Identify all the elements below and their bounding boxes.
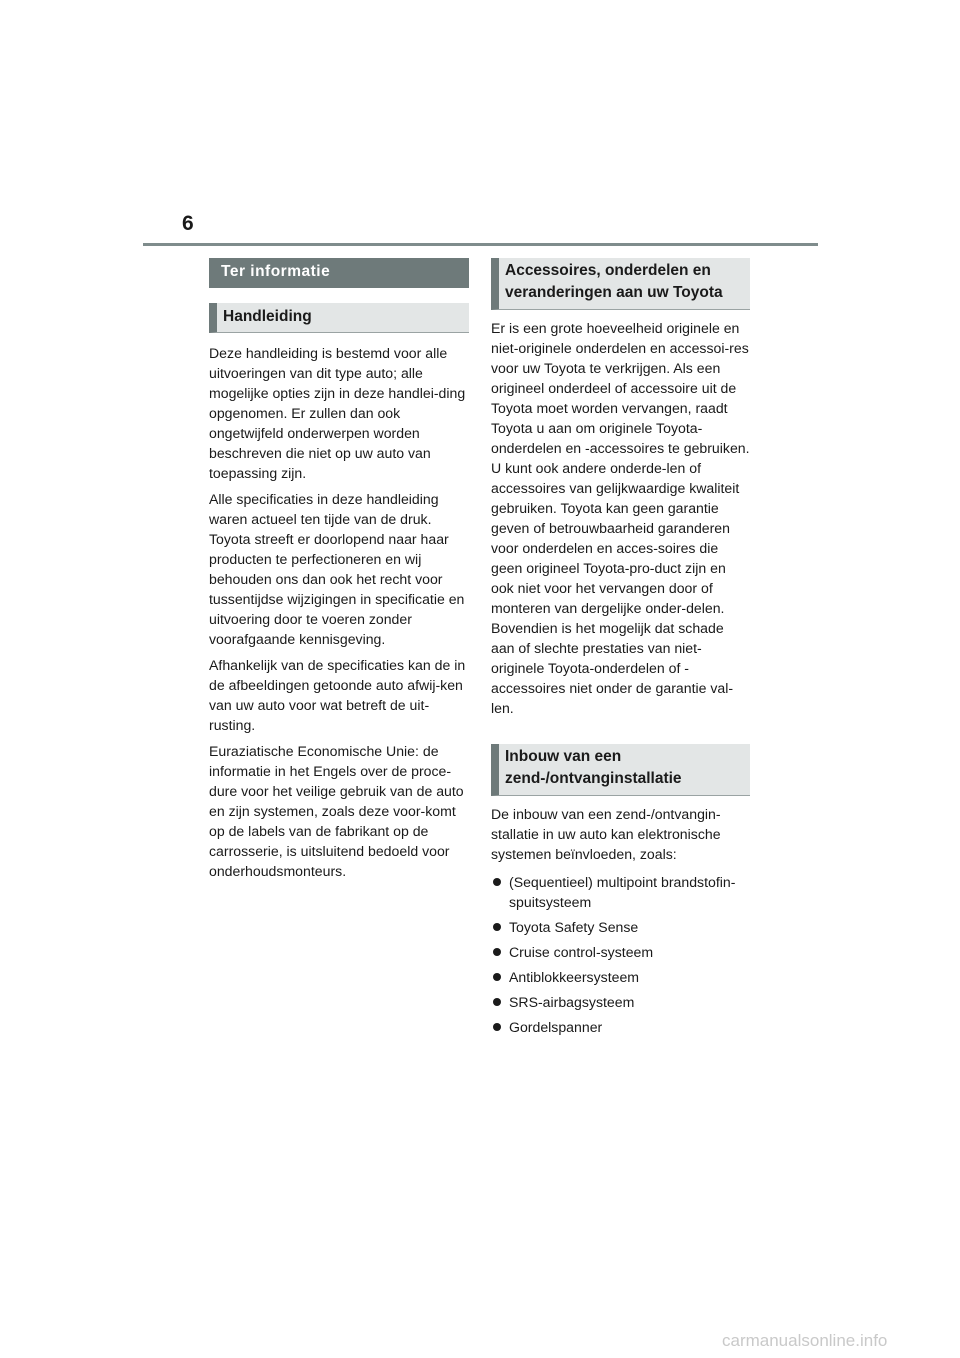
section-heading-line: zend-/ontvanginstallatie <box>505 770 682 787</box>
section-heading-accessoires <box>491 258 750 310</box>
watermark-text: carmanualsonline.info <box>722 1331 888 1350</box>
section-heading-line: veranderingen aan uw Toyota <box>505 284 723 301</box>
page-number: 6 <box>182 212 194 235</box>
paragraph: Euraziatische Economische Unie: de informatie in het Engels over de proce-dure voor het veilige gebruik van de auto en zijn systemen, zoals deze voor-komt op de labels van de fabrikant op de carrosserie, is uitsluitend bedoeld voor onderhoudsmonteurs. <box>209 743 464 879</box>
section-heading-line: Accessoires, onderdelen en <box>505 262 711 279</box>
list-item-text: Antiblokkeersysteem <box>509 969 640 985</box>
left-column <box>209 258 469 887</box>
list-item-text: Cruise control-systeem <box>509 944 654 960</box>
list-item <box>491 872 750 912</box>
bullet-icon <box>493 923 501 931</box>
section-heading-line: Inbouw van een <box>505 748 622 765</box>
list-item-text: (Sequentieel) multipoint brandstofin-spuitsysteem <box>509 874 736 910</box>
bullet-icon <box>493 998 501 1006</box>
paragraph: Er is een grote hoeveelheid originele en niet-originele onderdelen en accessoi-res voor uw Toyota te verkrijgen. Als een origineel onderdeel of accessoire uit de Toyota moet worden vervangen, raadt Toyota u aan om originele Toyota-onderdelen en -accessoires te gebruiken. U kunt ook andere onderde-len of accessoires van gelijkwaardige kwaliteit gebruiken. Toyota kan geen garantie geven of betrouwbaarheid garanderen voor onderdelen en acces-soires die geen origineel Toyota-pro-duct zijn en ook niet voor het vervangen door of monteren van dergelijke onder-delen. Bovendien is het mogelijk dat schade aan of slechte prestaties van niet-originele Toyota-onderdelen of -accessoires niet onder de garantie val-len. <box>491 320 750 716</box>
list-item-text: SRS-airbagsysteem <box>509 994 635 1010</box>
bullet-icon <box>493 948 501 956</box>
bullet-icon <box>493 878 501 886</box>
bullet-icon <box>493 973 501 981</box>
list-item <box>491 942 750 962</box>
paragraph: Alle specificaties in deze handleiding waren actueel ten tijde van de druk. Toyota streeft er doorlopend naar haar producten te perfectioneren en wij behouden ons dan ook het recht voor tussentijdse wijzigingen in specificatie en uitvoering door te voeren zonder voorafgaande kennisgeving. <box>209 491 465 647</box>
paragraph: Afhankelijk van de specificaties kan de in de afbeeldingen getoonde auto afwij-ken van uw auto voor wat betreft de uit-rusting. <box>209 657 466 733</box>
section-heading-inbouw <box>491 744 750 796</box>
list-item <box>491 967 750 987</box>
list-item-text: Gordelspanner <box>509 1019 603 1035</box>
list-item <box>491 1017 750 1037</box>
section-heading-handleiding: Handleiding <box>209 303 469 333</box>
header-rule <box>143 243 818 246</box>
paragraph: Deze handleiding is bestemd voor alle uitvoeringen van dit type auto; alle mogelijke opties zijn in deze handlei-ding opgenomen. Er zullen dan ook ongetwijfeld onderwerpen worden beschreven die niet op uw auto van toepassing zijn. <box>209 345 466 481</box>
bullet-list <box>491 872 750 1037</box>
chapter-heading: Ter informatie <box>209 258 469 288</box>
list-item <box>491 917 750 937</box>
list-item-text: Toyota Safety Sense <box>509 919 639 935</box>
bullet-icon <box>493 1023 501 1031</box>
list-item <box>491 992 750 1012</box>
paragraph: De inbouw van een zend-/ontvangin-stallatie in uw auto kan elektronische systemen beïnvloeden, zoals: <box>491 806 721 862</box>
right-column <box>491 258 750 1042</box>
